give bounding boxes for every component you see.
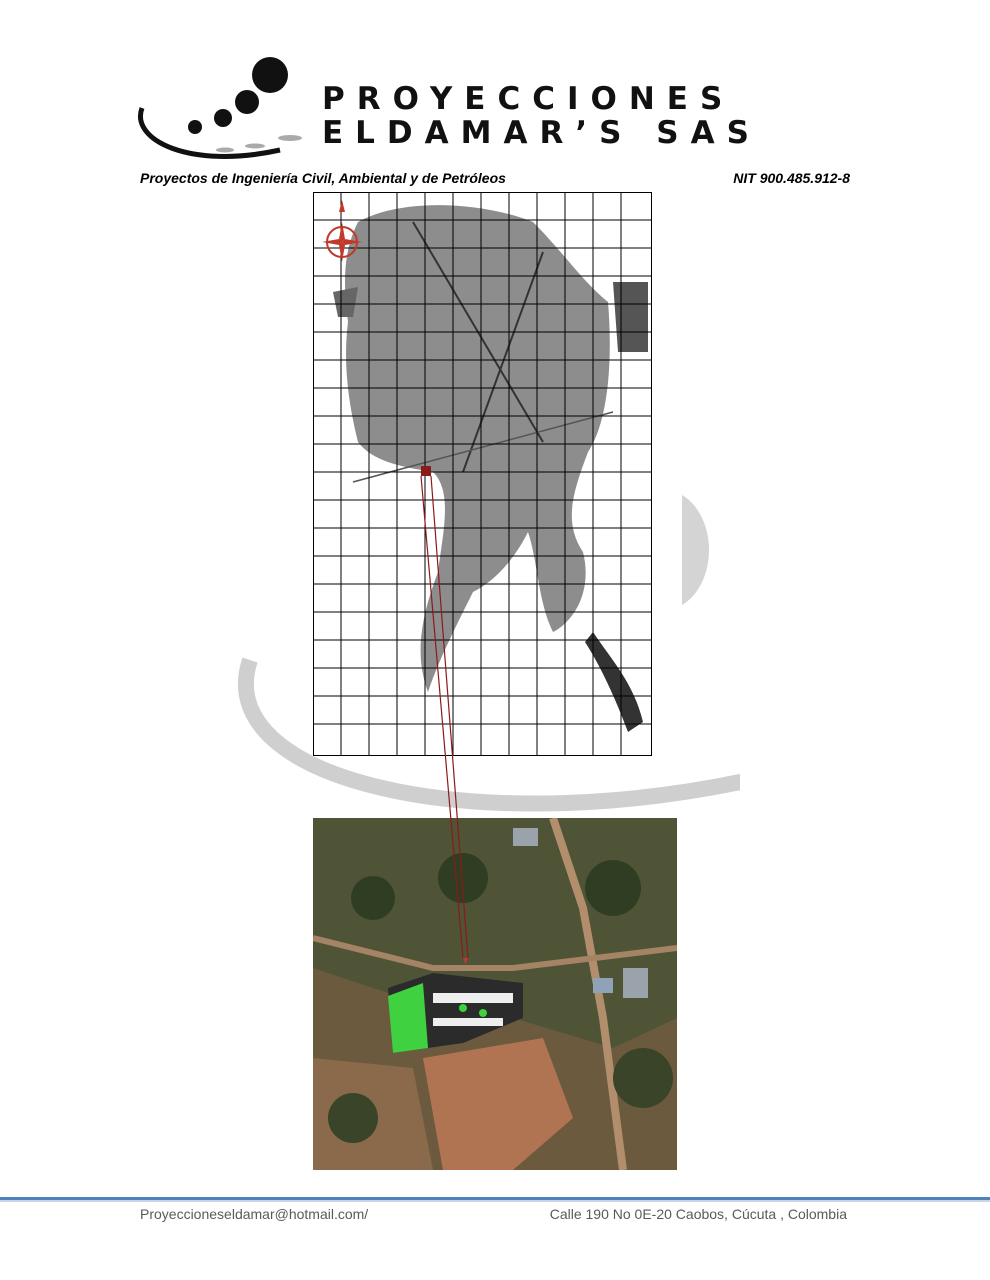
footer-address: Calle 190 No 0E-20 Caobos, Cúcuta , Colombia bbox=[549, 1206, 847, 1222]
city-grid-map bbox=[313, 192, 652, 756]
brand-name bbox=[322, 82, 862, 150]
company-tagline: Proyectos de Ingeniería Civil, Ambiental y de Petróleos bbox=[140, 170, 506, 186]
satellite-aerial-photo bbox=[313, 818, 677, 1170]
footer-email[interactable]: Proyeccioneseldamar@hotmail.com/ bbox=[140, 1206, 369, 1222]
footer-divider-shadow bbox=[0, 1200, 990, 1202]
company-logo-mark bbox=[130, 50, 310, 175]
tax-id: NIT 900.485.912-8 bbox=[733, 170, 850, 186]
brand-line-1: PROYECCIONES bbox=[322, 81, 735, 117]
brand-line-2: ELDAMAR’S SAS bbox=[322, 115, 761, 151]
